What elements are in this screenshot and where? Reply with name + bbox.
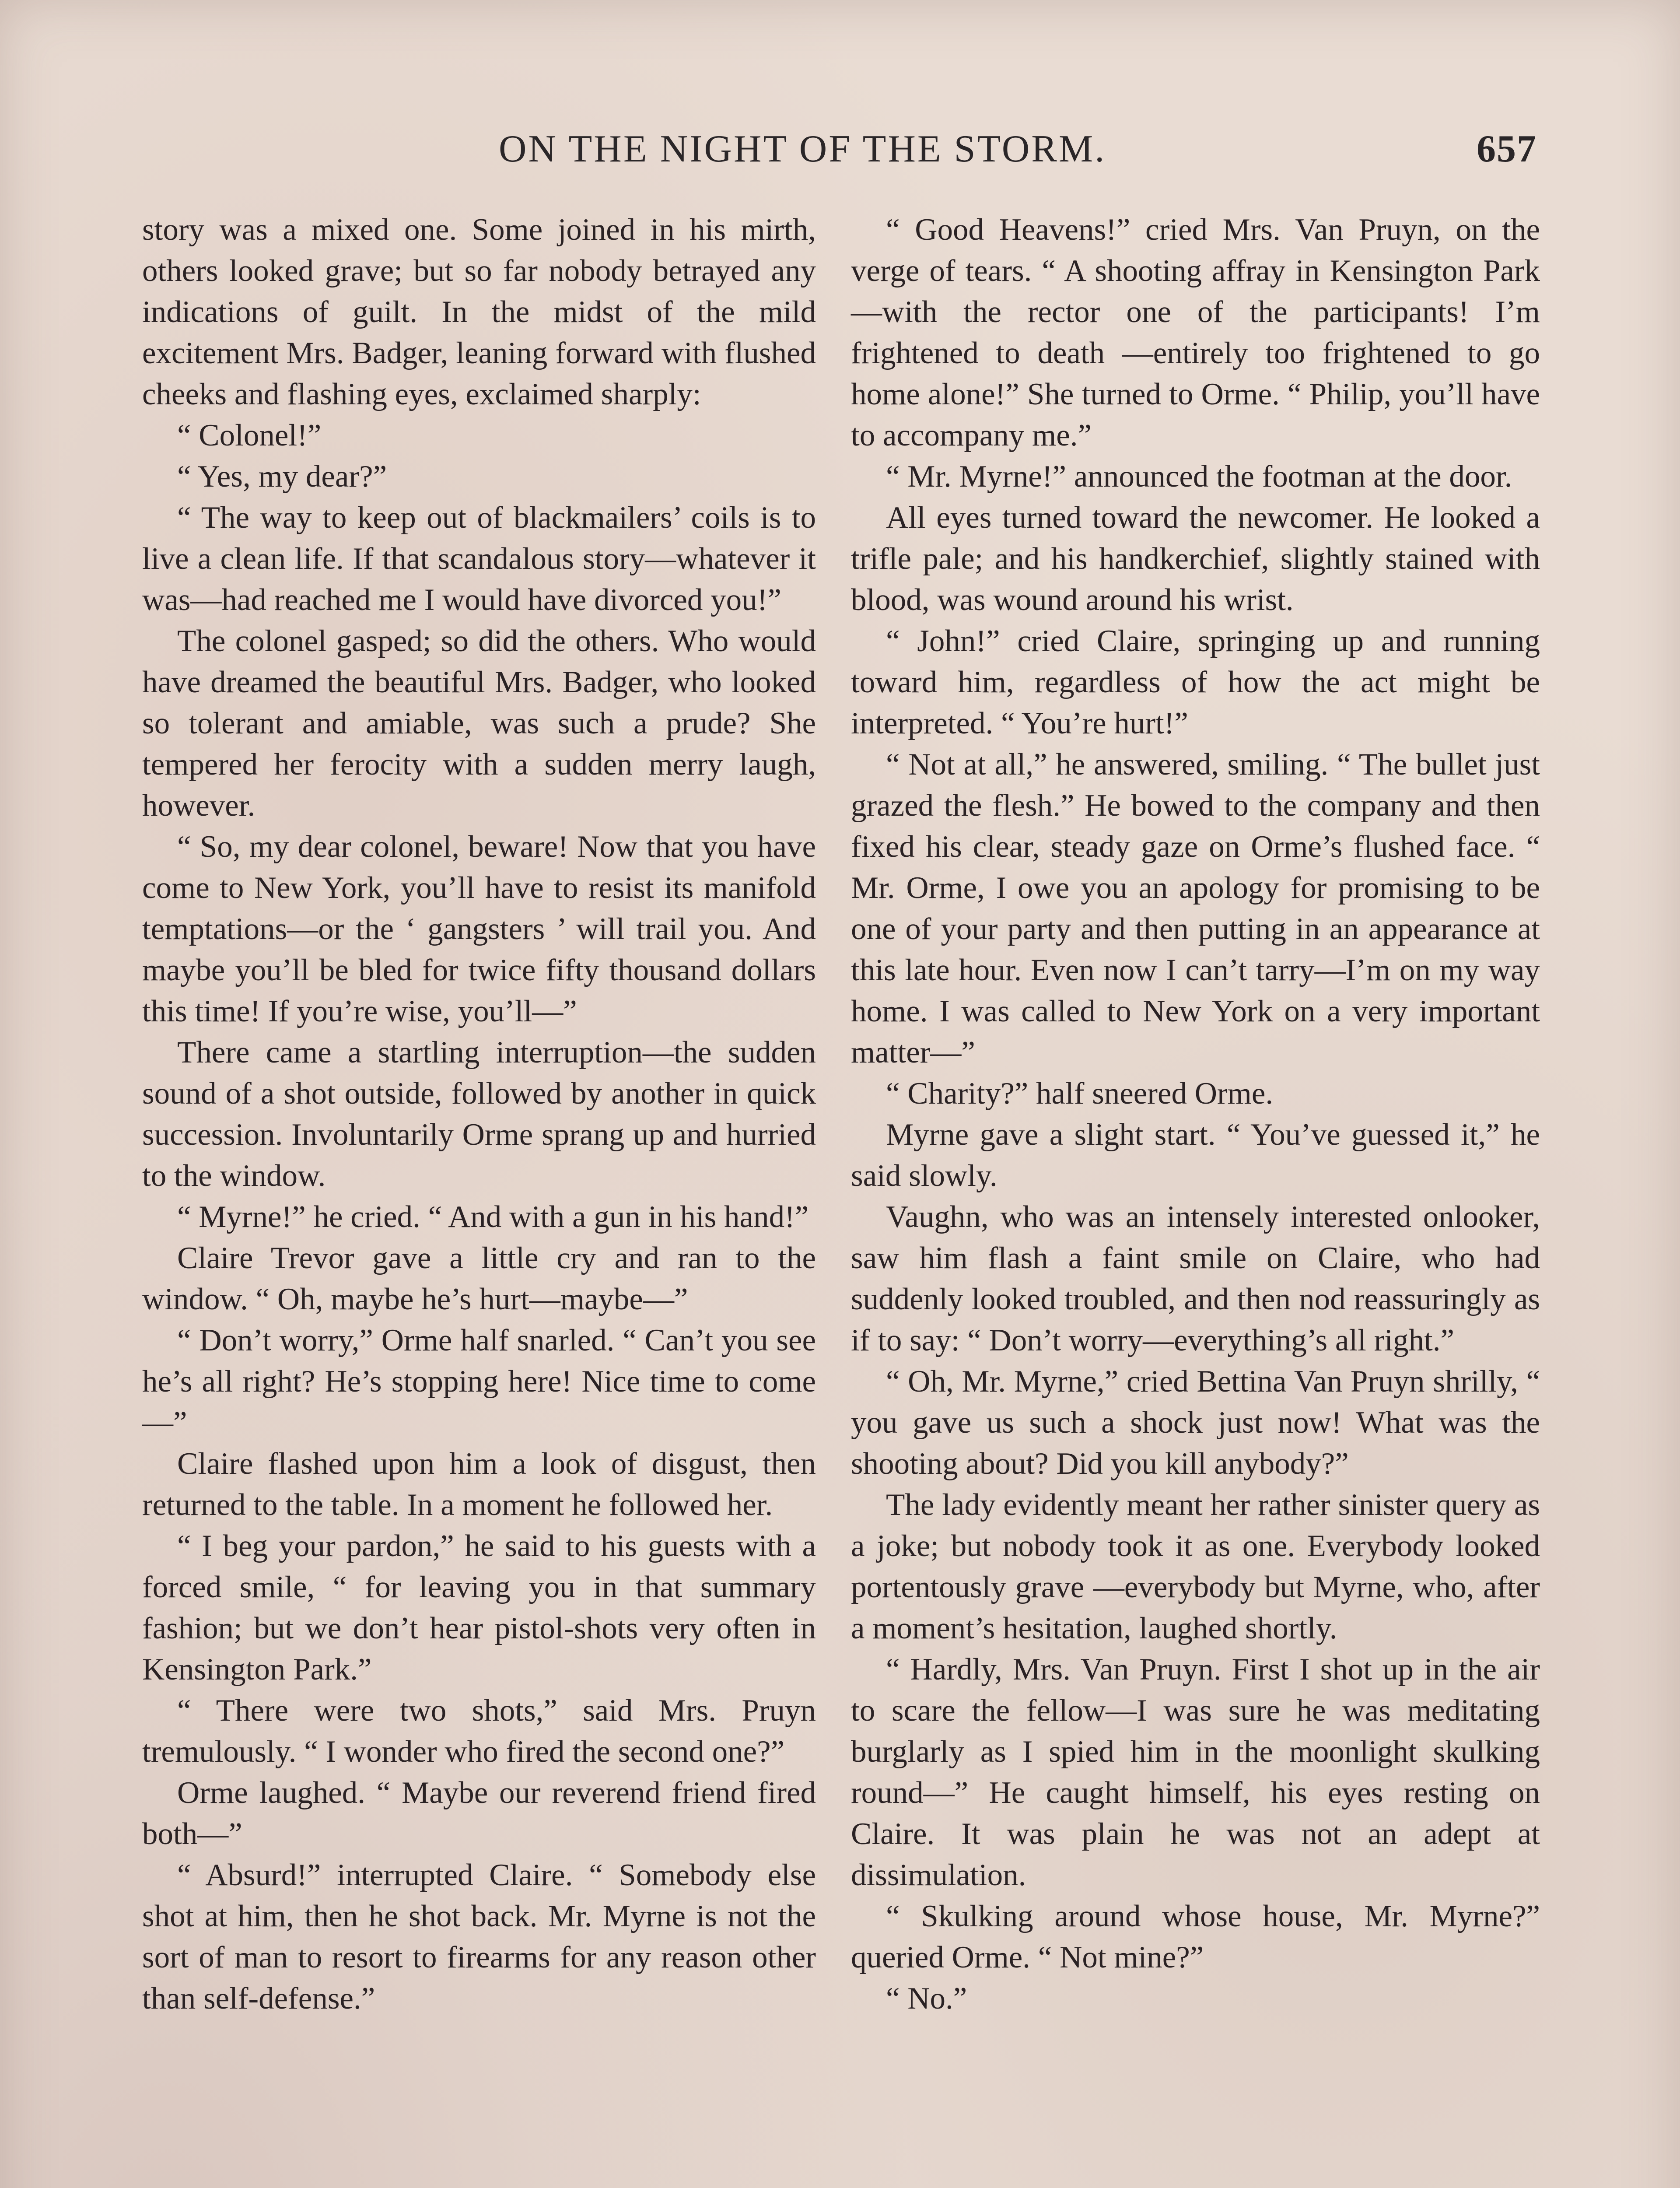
- paragraph: “ Oh, Mr. Myrne,” cried Bettina Van Pruyn shrilly, “ you gave us such a shock just now! What was the shooting about? Did you kill anybody?”: [851, 1364, 1540, 1481]
- paragraph: “ Charity?” half sneered Orme.: [886, 1076, 1274, 1111]
- paragraph: “ Mr. Myrne!” announced the footman at the door.: [886, 459, 1512, 494]
- paragraph: story was a mixed one. Some joined in his mirth, others looked grave; but so far nobody betrayed any indications of guilt. In the midst of the mild excitement Mrs. Badger, leaning forward with flushed cheeks and flashing eyes, exclaimed sharply:: [142, 213, 816, 411]
- paragraph: Orme laughed. “ Maybe our reverend friend fired both—”: [142, 1776, 816, 1851]
- paragraph: The lady evidently meant her rather sinister query as a joke; but nobody took it as one. Everybody looked portentously grave —everybody but Myrne, who, after a moment’s hesitation, laughed shortly.: [851, 1488, 1540, 1645]
- paragraph: “ No.”: [886, 1981, 967, 2016]
- paragraph: Claire Trevor gave a little cry and ran to the window. “ Oh, maybe he’s hurt—maybe—”: [142, 1241, 816, 1316]
- paragraph: “ There were two shots,” said Mrs. Pruyn tremulously. “ I wonder who fired the second one?”: [142, 1694, 816, 1769]
- paragraph: All eyes turned toward the newcomer. He looked a trifle pale; and his handkerchief, slightly stained with blood, was wound around his wrist.: [851, 501, 1540, 617]
- left-text-column: [142, 209, 816, 2019]
- page-number: 657: [1477, 128, 1537, 170]
- paragraph: “ Not at all,” he answered, smiling. “ The bullet just grazed the flesh.” He bowed to the company and then fixed his clear, steady gaze on Orme’s flushed face. “ Mr. Orme, I owe you an apology for promising to be one of your party and then putting in an appearance at this late hour. Even now I can’t tarry—I’m on my way home. I was called to New York on a very important matter—”: [851, 747, 1540, 1069]
- paragraph: “ I beg your pardon,” he said to his guests with a forced smile, “ for leaving you in that summary fashion; but we don’t hear pistol-shots very often in Kensington Park.”: [142, 1529, 816, 1687]
- paragraph: “ So, my dear colonel, beware! Now that you have come to New York, you’ll have to resist its manifold temptations—or the ‘ gangsters ’ will trail you. And maybe you’ll be bled for twice fifty thousand dollars this time! If you’re wise, you’ll—”: [142, 830, 816, 1028]
- paragraph: “ The way to keep out of blackmailers’ coils is to live a clean life. If that scandalous story—whatever it was—had reached me I would have divorced you!”: [142, 501, 816, 617]
- paragraph: Myrne gave a slight start. “ You’ve guessed it,” he said slowly.: [851, 1118, 1540, 1193]
- paragraph: “ Hardly, Mrs. Van Pruyn. First I shot up in the air to scare the fellow—I was sure he was meditating burglarly as I spied him in the moonlight skulking round—” He caught himself, his eyes resting on Claire. It was plain he was not an adept at dissimulation.: [851, 1652, 1540, 1892]
- paragraph: “ Myrne!” he cried. “ And with a gun in his hand!”: [177, 1200, 809, 1234]
- running-title: ON THE NIGHT OF THE STORM.: [499, 128, 1106, 170]
- paragraph: There came a startling interruption—the sudden sound of a shot outside, followed by another in quick succession. Involuntarily Orme sprang up and hurried to the window.: [142, 1035, 816, 1193]
- paragraph: Claire flashed upon him a look of disgust, then returned to the table. In a moment he followed her.: [142, 1447, 816, 1522]
- paragraph: “ Colonel!”: [177, 418, 322, 452]
- paragraph: “ Yes, my dear?”: [177, 459, 387, 494]
- paragraph: “ Good Heavens!” cried Mrs. Van Pruyn, on the verge of tears. “ A shooting affray in Kensington Park—with the rector one of the participants! I’m frightened to death —entirely too frightened to go home alone!” She turned to Orme. “ Philip, you’ll have to accompany me.”: [851, 213, 1540, 452]
- paragraph: “ Don’t worry,” Orme half snarled. “ Can’t you see he’s all right? He’s stopping here! Nice time to come—”: [142, 1323, 816, 1440]
- paragraph: The colonel gasped; so did the others. Who would have dreamed the beautiful Mrs. Badger, who looked so tolerant and amiable, was such a prude? She tempered her ferocity with a sudden merry laugh, however.: [142, 624, 816, 823]
- paragraph: “ Skulking around whose house, Mr. Myrne?” queried Orme. “ Not mine?”: [851, 1899, 1540, 1974]
- paragraph: “ Absurd!” interrupted Claire. “ Somebody else shot at him, then he shot back. Mr. Myrne is not the sort of man to resort to firearms for any reason other than self-defense.”: [142, 1858, 816, 2016]
- paragraph: Vaughn, who was an intensely interested onlooker, saw him flash a faint smile on Claire, who had suddenly looked troubled, and then nod reassuringly as if to say: “ Don’t worry—everything’s all right.”: [851, 1200, 1540, 1357]
- paragraph: “ John!” cried Claire, springing up and running toward him, regardless of how the act might be interpreted. “ You’re hurt!”: [851, 624, 1540, 740]
- right-text-column: [851, 209, 1540, 2019]
